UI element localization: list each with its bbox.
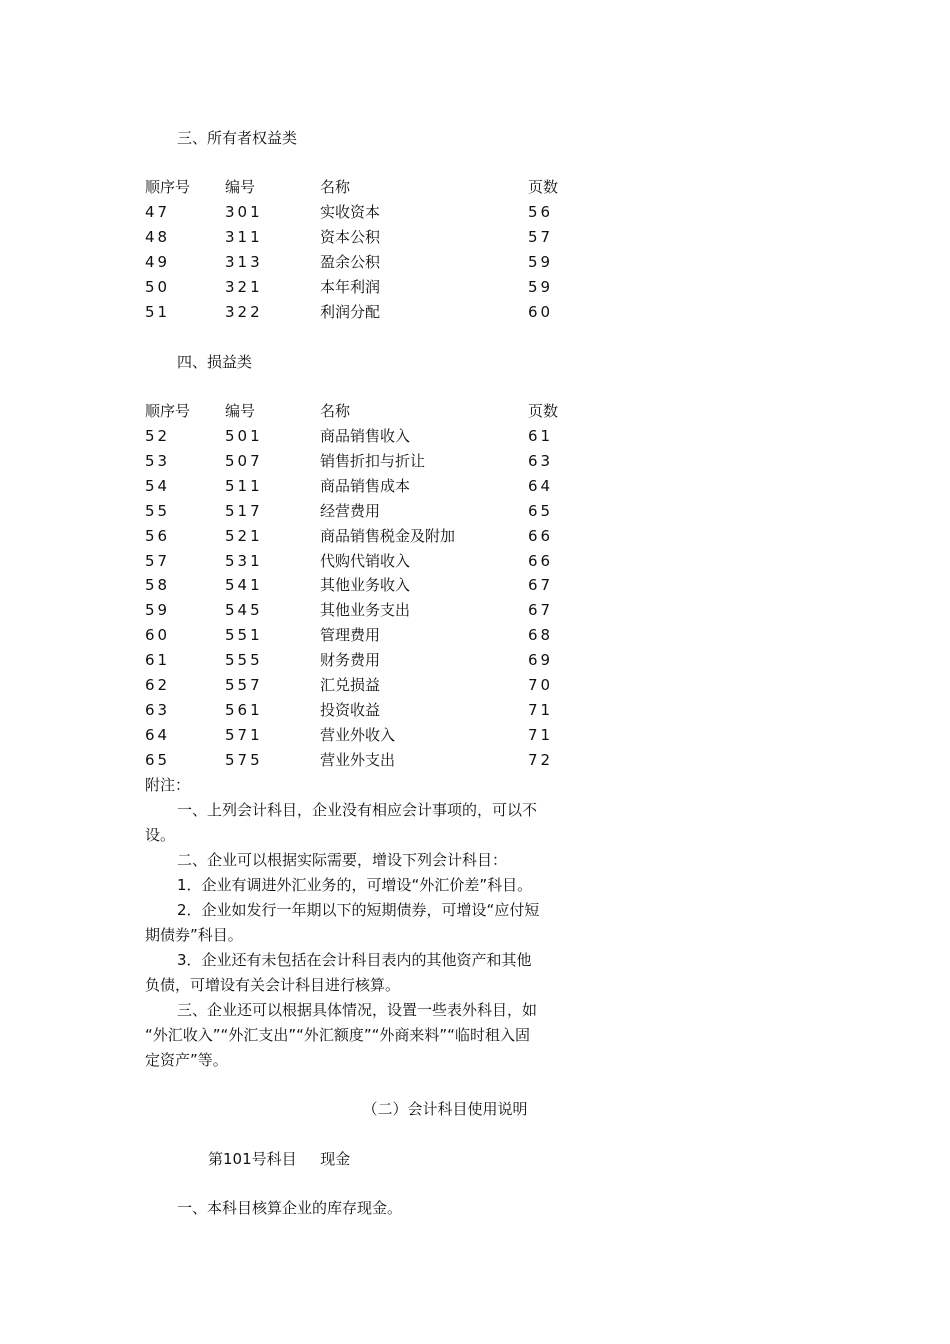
cell-seq: 57: [145, 551, 171, 570]
note-1-line-1: 一、上列会计科目，企业没有相应会计事项的，可以不: [177, 801, 538, 819]
section3-header-page: 页数: [528, 178, 559, 196]
cell-code: 555: [225, 651, 263, 670]
cell-page: 59: [528, 277, 554, 296]
note-2-3-line-1: 3．企业还有未包括在会计科目表内的其他资产和其他: [177, 951, 532, 969]
cell-seq: 47: [145, 203, 171, 221]
subject-number: 第101号科目: [208, 1150, 297, 1168]
cell-page: 64: [528, 476, 554, 495]
cell-code: 313: [225, 252, 263, 271]
section4-header-name: 名称: [320, 402, 351, 420]
cell-code: 575: [225, 750, 263, 769]
cell-name: 经营费用: [320, 501, 381, 520]
cell-page: 60: [528, 302, 554, 321]
note-2: 二、企业可以根据实际需要，增设下列会计科目：: [177, 851, 508, 869]
cell-name: 销售折扣与折让: [320, 451, 426, 470]
cell-seq: 55: [145, 501, 171, 520]
cell-seq: 53: [145, 451, 171, 470]
cell-page: 65: [528, 501, 554, 520]
subject-heading: [208, 1149, 350, 1169]
cell-code: 322: [225, 302, 263, 321]
part2-title-text: （二）会计科目使用说明: [362, 1100, 528, 1118]
section4-header-seq: 顺序号: [145, 402, 191, 420]
notes-label: 附注：: [145, 776, 191, 794]
subject-paragraph-1: 一、本科目核算企业的库存现金。: [177, 1199, 403, 1217]
note-3-line-2: “外汇收入”“外汇支出”“外汇额度”“外商来料”“临时租入固: [145, 1026, 530, 1044]
cell-code: 501: [225, 427, 263, 445]
cell-code: 571: [225, 725, 263, 744]
note-2-2-line-2: 期债券”科目。: [145, 926, 243, 944]
cell-name: 本年利润: [320, 277, 381, 296]
cell-name: 其他业务支出: [320, 601, 411, 620]
cell-code: 521: [225, 526, 263, 545]
section3-header-code: 编号: [225, 178, 256, 196]
cell-seq: 48: [145, 227, 171, 246]
cell-name: 商品销售成本: [320, 476, 411, 495]
cell-seq: 59: [145, 601, 171, 620]
cell-seq: 63: [145, 700, 171, 719]
cell-code: 507: [225, 451, 263, 470]
cell-code: 301: [225, 203, 263, 221]
cell-seq: 50: [145, 277, 171, 296]
cell-page: 56: [528, 203, 554, 221]
cell-name: 商品销售收入: [320, 427, 411, 445]
cell-name: 利润分配: [320, 302, 381, 321]
cell-seq: 64: [145, 725, 171, 744]
cell-page: 66: [528, 526, 554, 545]
cell-page: 70: [528, 676, 554, 694]
cell-page: 66: [528, 551, 554, 570]
note-2-1: 1．企业有调进外汇业务的，可增设“外汇价差”科目。: [177, 876, 533, 894]
note-3-line-1: 三、企业还可以根据具体情况，设置一些表外科目，如: [177, 1001, 538, 1019]
note-2-3-line-2: 负债，可增设有关会计科目进行核算。: [145, 976, 401, 994]
cell-page: 72: [528, 750, 554, 769]
cell-seq: 56: [145, 526, 171, 545]
cell-code: 531: [225, 551, 263, 570]
cell-seq: 62: [145, 676, 171, 694]
cell-code: 321: [225, 277, 263, 296]
cell-code: 517: [225, 501, 263, 520]
cell-seq: 60: [145, 626, 171, 645]
cell-name: 营业外支出: [320, 750, 396, 769]
cell-page: 61: [528, 427, 554, 445]
cell-code: 541: [225, 576, 263, 595]
part2-title: [0, 1099, 950, 1119]
cell-seq: 51: [145, 302, 171, 321]
note-1-line-2: 设。: [145, 826, 176, 844]
cell-page: 69: [528, 651, 554, 670]
cell-page: 67: [528, 576, 554, 595]
cell-page: 68: [528, 626, 554, 645]
cell-page: 71: [528, 725, 554, 744]
cell-name: 资本公积: [320, 227, 381, 246]
cell-name: 汇兑损益: [320, 676, 381, 694]
cell-name: 管理费用: [320, 626, 381, 645]
section3-title: 三、所有者权益类: [177, 129, 298, 147]
cell-code: 311: [225, 227, 263, 246]
cell-name: 营业外收入: [320, 725, 396, 744]
cell-page: 59: [528, 252, 554, 271]
cell-seq: 54: [145, 476, 171, 495]
note-2-2-line-1: 2．企业如发行一年期以下的短期债券，可增设“应付短: [177, 901, 540, 919]
cell-seq: 52: [145, 427, 171, 445]
cell-seq: 58: [145, 576, 171, 595]
cell-seq: 61: [145, 651, 171, 670]
cell-name: 投资收益: [320, 700, 381, 719]
cell-code: 511: [225, 476, 263, 495]
cell-code: 551: [225, 626, 263, 645]
section4-title: 四、损益类: [177, 353, 253, 371]
cell-page: 63: [528, 451, 554, 470]
cell-name: 盈余公积: [320, 252, 381, 271]
subject-name: 现金: [320, 1150, 351, 1168]
cell-seq: 65: [145, 750, 171, 769]
cell-name: 财务费用: [320, 651, 381, 670]
section4-header-page: 页数: [528, 402, 559, 420]
note-3-line-3: 定资产”等。: [145, 1051, 228, 1069]
cell-name: 实收资本: [320, 203, 381, 221]
cell-code: 545: [225, 601, 263, 620]
cell-page: 57: [528, 227, 554, 246]
section4-header-code: 编号: [225, 402, 256, 420]
cell-seq: 49: [145, 252, 171, 271]
section3-header-name: 名称: [320, 178, 351, 196]
cell-code: 561: [225, 700, 263, 719]
section3-header-seq: 顺序号: [145, 178, 191, 196]
cell-name: 其他业务收入: [320, 576, 411, 595]
cell-page: 71: [528, 700, 554, 719]
cell-name: 代购代销收入: [320, 551, 411, 570]
cell-name: 商品销售税金及附加: [320, 526, 456, 545]
cell-page: 67: [528, 601, 554, 620]
cell-code: 557: [225, 676, 263, 694]
